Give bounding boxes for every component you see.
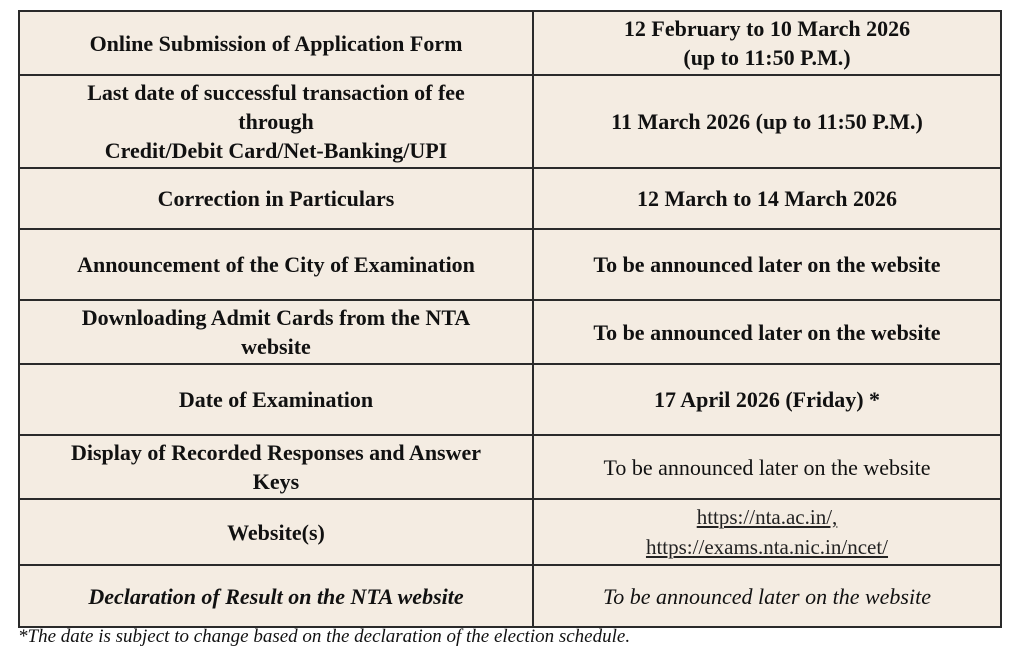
date-cell (533, 565, 1001, 627)
exam-schedule-table (18, 10, 1002, 628)
event-label: Announcement of the City of Examination (77, 252, 475, 277)
date-cell (533, 300, 1001, 364)
event-label: Correction in Particulars (157, 186, 395, 211)
date-value: To be announced later on the website (603, 583, 931, 609)
date-cell (533, 364, 1001, 435)
event-label: Display of Recorded Responses and Answer (70, 440, 482, 465)
event-cell (19, 565, 533, 627)
website-links-cell (533, 499, 1001, 565)
event-label: Keys (252, 469, 300, 494)
table-row (19, 300, 1001, 364)
table-row (19, 364, 1001, 435)
ncet-exam-website-link[interactable]: https://exams.nta.nic.in/ncet/ (645, 535, 889, 559)
event-label: website (241, 334, 311, 359)
event-cell (19, 75, 533, 168)
event-label: Website(s) (227, 519, 325, 545)
event-label: Credit/Debit Card/Net-Banking/UPI (104, 138, 448, 163)
event-cell (19, 435, 533, 499)
date-value: To be announced later on the website (593, 252, 941, 277)
table-row (19, 565, 1001, 627)
table-row (19, 229, 1001, 300)
date-cell (533, 435, 1001, 499)
event-cell (19, 499, 533, 565)
event-label: Date of Examination (178, 387, 374, 412)
table-row (19, 499, 1001, 565)
table-row (19, 168, 1001, 229)
event-label: Declaration of Result on the NTA website (88, 583, 464, 609)
date-value: To be announced later on the website (593, 319, 941, 345)
date-cell (533, 11, 1001, 75)
date-cell (533, 168, 1001, 229)
event-cell (19, 229, 533, 300)
event-cell (19, 11, 533, 75)
date-value: To be announced later on the website (603, 454, 931, 480)
event-label: Online Submission of Application Form (89, 30, 463, 56)
event-label: Downloading Admit Cards from the NTA (81, 305, 471, 330)
date-value: 12 March to 14 March 2026 (636, 186, 898, 211)
event-cell (19, 300, 533, 364)
event-label: Last date of successful transaction of fee (87, 80, 465, 105)
date-value: 11 March 2026 (up to 11:50 P.M.) (611, 109, 923, 134)
event-cell (19, 168, 533, 229)
table-row (19, 75, 1001, 168)
nta-website-link[interactable]: https://nta.ac.in/, (696, 505, 838, 529)
table-row (19, 435, 1001, 499)
date-value: (up to 11:50 P.M.) (683, 45, 851, 70)
date-cell (533, 229, 1001, 300)
date-value: 12 February to 10 March 2026 (623, 16, 911, 41)
date-cell (533, 75, 1001, 168)
date-value: 17 April 2026 (Friday) * (653, 387, 881, 412)
event-label: through (238, 109, 314, 134)
footnote: *The date is subject to change based on the declaration of the election schedule. (18, 626, 631, 647)
table-row (19, 11, 1001, 75)
event-cell (19, 364, 533, 435)
